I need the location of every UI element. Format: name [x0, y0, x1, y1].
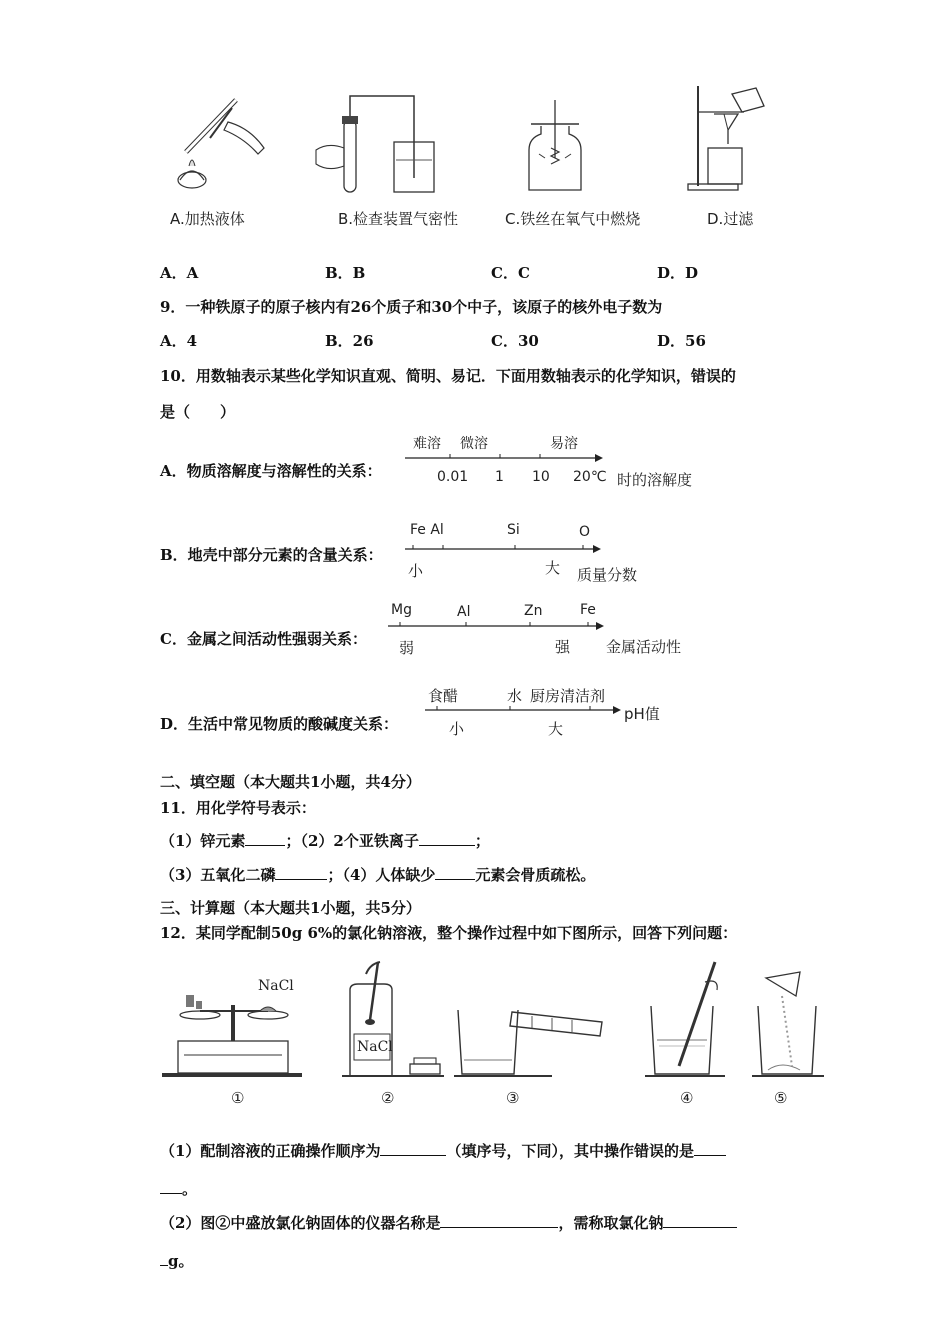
q11-part4: （3）五氧化二磷	[160, 866, 276, 884]
figure-label-3: ③	[506, 1089, 520, 1107]
b-big: 大	[545, 559, 561, 577]
bottle-nacl-label: NaCl	[357, 1039, 393, 1055]
q12-sub2-line1	[160, 1212, 737, 1233]
q8-option-c[interactable]: C．C	[491, 264, 530, 282]
figure-reagent-bottle	[340, 960, 445, 1080]
airtightness-drawing	[310, 90, 440, 200]
element-blank[interactable]	[435, 866, 475, 880]
caption-filtration: D.过滤	[707, 210, 754, 228]
d-top-cleaner: 厨房清洁剂	[530, 687, 606, 705]
a-top-yirong: 易溶	[550, 436, 578, 452]
filtration-drawing	[684, 82, 774, 194]
a-tick-001: 0.01	[437, 469, 469, 485]
balance-nacl-label: NaCl	[258, 978, 294, 994]
axis-d	[425, 704, 625, 716]
b-small: 小	[408, 562, 424, 580]
axis-c	[388, 620, 608, 632]
d-big: 大	[548, 720, 564, 738]
figure-label-4: ④	[680, 1089, 694, 1107]
c-weak: 弱	[399, 639, 415, 657]
q10-option-a-label[interactable]: A．物质溶解度与溶解性的关系：	[160, 462, 382, 480]
iron-wire-drawing	[525, 98, 585, 198]
q8-option-b[interactable]: B．B	[325, 264, 366, 282]
a-suffix: 时的溶解度	[617, 471, 693, 489]
axis-a	[405, 452, 605, 464]
q11-part6: 元素会骨质疏松。	[475, 866, 596, 884]
figure-filtration	[684, 82, 774, 194]
figure-label-1: ①	[231, 1089, 245, 1107]
a-tick-10: 10	[532, 469, 550, 485]
b-top-si: Si	[507, 522, 520, 538]
q11-part2: ；（2）2个亚铁离子	[285, 832, 419, 850]
q9-option-a[interactable]: A．4	[160, 332, 198, 350]
order-blank[interactable]	[380, 1142, 446, 1156]
c-top-zn: Zn	[524, 603, 543, 619]
c-top-fe: Fe	[580, 602, 596, 618]
b-top-o: O	[579, 524, 591, 540]
q10-option-c-label[interactable]: C．金属之间活动性强弱关系：	[160, 630, 367, 648]
figure-pouring-solid	[752, 970, 827, 1080]
q8-option-d[interactable]: D．D	[657, 264, 699, 282]
section3-title: 三、计算题（本大题共1小题，共5分）	[160, 899, 421, 917]
q8-option-a[interactable]: A．A	[160, 264, 199, 282]
heating-liquid-drawing	[170, 88, 280, 198]
q11-stem: 11．用化学符号表示：	[160, 799, 316, 817]
q12-sub1-part1: （1）配制溶液的正确操作顺序为	[160, 1142, 381, 1160]
q12-sub2-part3: g。	[168, 1252, 194, 1270]
figure-pouring	[452, 990, 617, 1080]
q12-sub2-part1: （2）图②中盛放氯化钠固体的仪器名称是	[160, 1214, 441, 1232]
ferrous-ion-blank[interactable]	[419, 832, 475, 846]
mass-blank-b[interactable]	[160, 1252, 168, 1266]
q12-sub2-line2	[160, 1250, 194, 1271]
q12-sub1-part3: 。	[182, 1180, 198, 1198]
q11-part3: ；	[474, 832, 490, 850]
figure-iron-wire-burning	[525, 98, 585, 198]
d-top-water: 水	[507, 687, 523, 705]
caption-iron-wire: C.铁丝在氧气中燃烧	[505, 210, 641, 228]
error-blank-a[interactable]	[694, 1142, 726, 1156]
q9-option-d[interactable]: D．56	[657, 332, 706, 350]
a-top-nanrong: 难溶	[413, 436, 441, 452]
zinc-blank[interactable]	[245, 832, 285, 846]
q12-sub1-line1	[160, 1140, 726, 1161]
axis-b	[405, 543, 605, 555]
figure-airtightness	[310, 90, 440, 200]
q9-option-b[interactable]: B．26	[325, 332, 374, 350]
q10-stem-line2: 是（ ）	[160, 403, 236, 421]
figure-heating-liquid	[170, 88, 280, 198]
figure-label-5: ⑤	[774, 1089, 788, 1107]
c-top-al: Al	[457, 604, 471, 620]
q12-stem: 12．某同学配制50g 6%的氯化钠溶液，整个操作过程中如下图所示，回答下列问题：	[160, 924, 738, 942]
c-strong: 强	[555, 638, 571, 656]
q10-stem-line1: 10．用数轴表示某些化学知识直观、简明、易记．下面用数轴表示的化学知识，错误的	[160, 367, 736, 385]
q11-part1: （1）锌元素	[160, 832, 246, 850]
q10-option-d-label[interactable]: D．生活中常见物质的酸碱度关系：	[160, 715, 399, 733]
d-top-vinegar: 食醋	[428, 687, 459, 705]
b-suffix: 质量分数	[577, 566, 638, 584]
d-suffix: pH值	[624, 705, 660, 723]
q11-line2	[160, 864, 595, 885]
instrument-blank[interactable]	[440, 1214, 558, 1228]
a-tick-1: 1	[495, 469, 504, 485]
figure-label-2: ②	[381, 1089, 395, 1107]
d-small: 小	[449, 720, 465, 738]
q9-stem: 9．一种铁原子的原子核内有26个质子和30个中子，该原子的核外电子数为	[160, 298, 663, 316]
p2o5-blank[interactable]	[275, 866, 327, 880]
c-top-mg: Mg	[391, 602, 412, 618]
a-top-weirong: 微溶	[460, 436, 488, 452]
q12-sub2-part2: ，需称取氯化钠	[558, 1214, 664, 1232]
mass-blank-a[interactable]	[663, 1214, 737, 1228]
figure-stirring	[645, 960, 725, 1080]
q11-part5: ；（4）人体缺少	[327, 866, 436, 884]
a-tick-20c: 20℃	[573, 469, 607, 485]
q9-option-c[interactable]: C．30	[491, 332, 539, 350]
q12-sub1-part2: （填序号，下同），其中操作错误的是	[446, 1142, 694, 1160]
caption-heating-liquid: A.加热液体	[170, 210, 245, 228]
caption-airtightness: B.检查装置气密性	[338, 210, 459, 228]
section2-title: 二、填空题（本大题共1小题，共4分）	[160, 773, 421, 791]
c-suffix: 金属活动性	[606, 638, 682, 656]
q12-sub1-line2	[160, 1178, 197, 1199]
q10-option-b-label[interactable]: B．地壳中部分元素的含量关系：	[160, 546, 383, 564]
q11-line1	[160, 830, 490, 851]
b-top-feal: Fe Al	[410, 522, 444, 538]
error-blank-b[interactable]	[160, 1180, 182, 1194]
